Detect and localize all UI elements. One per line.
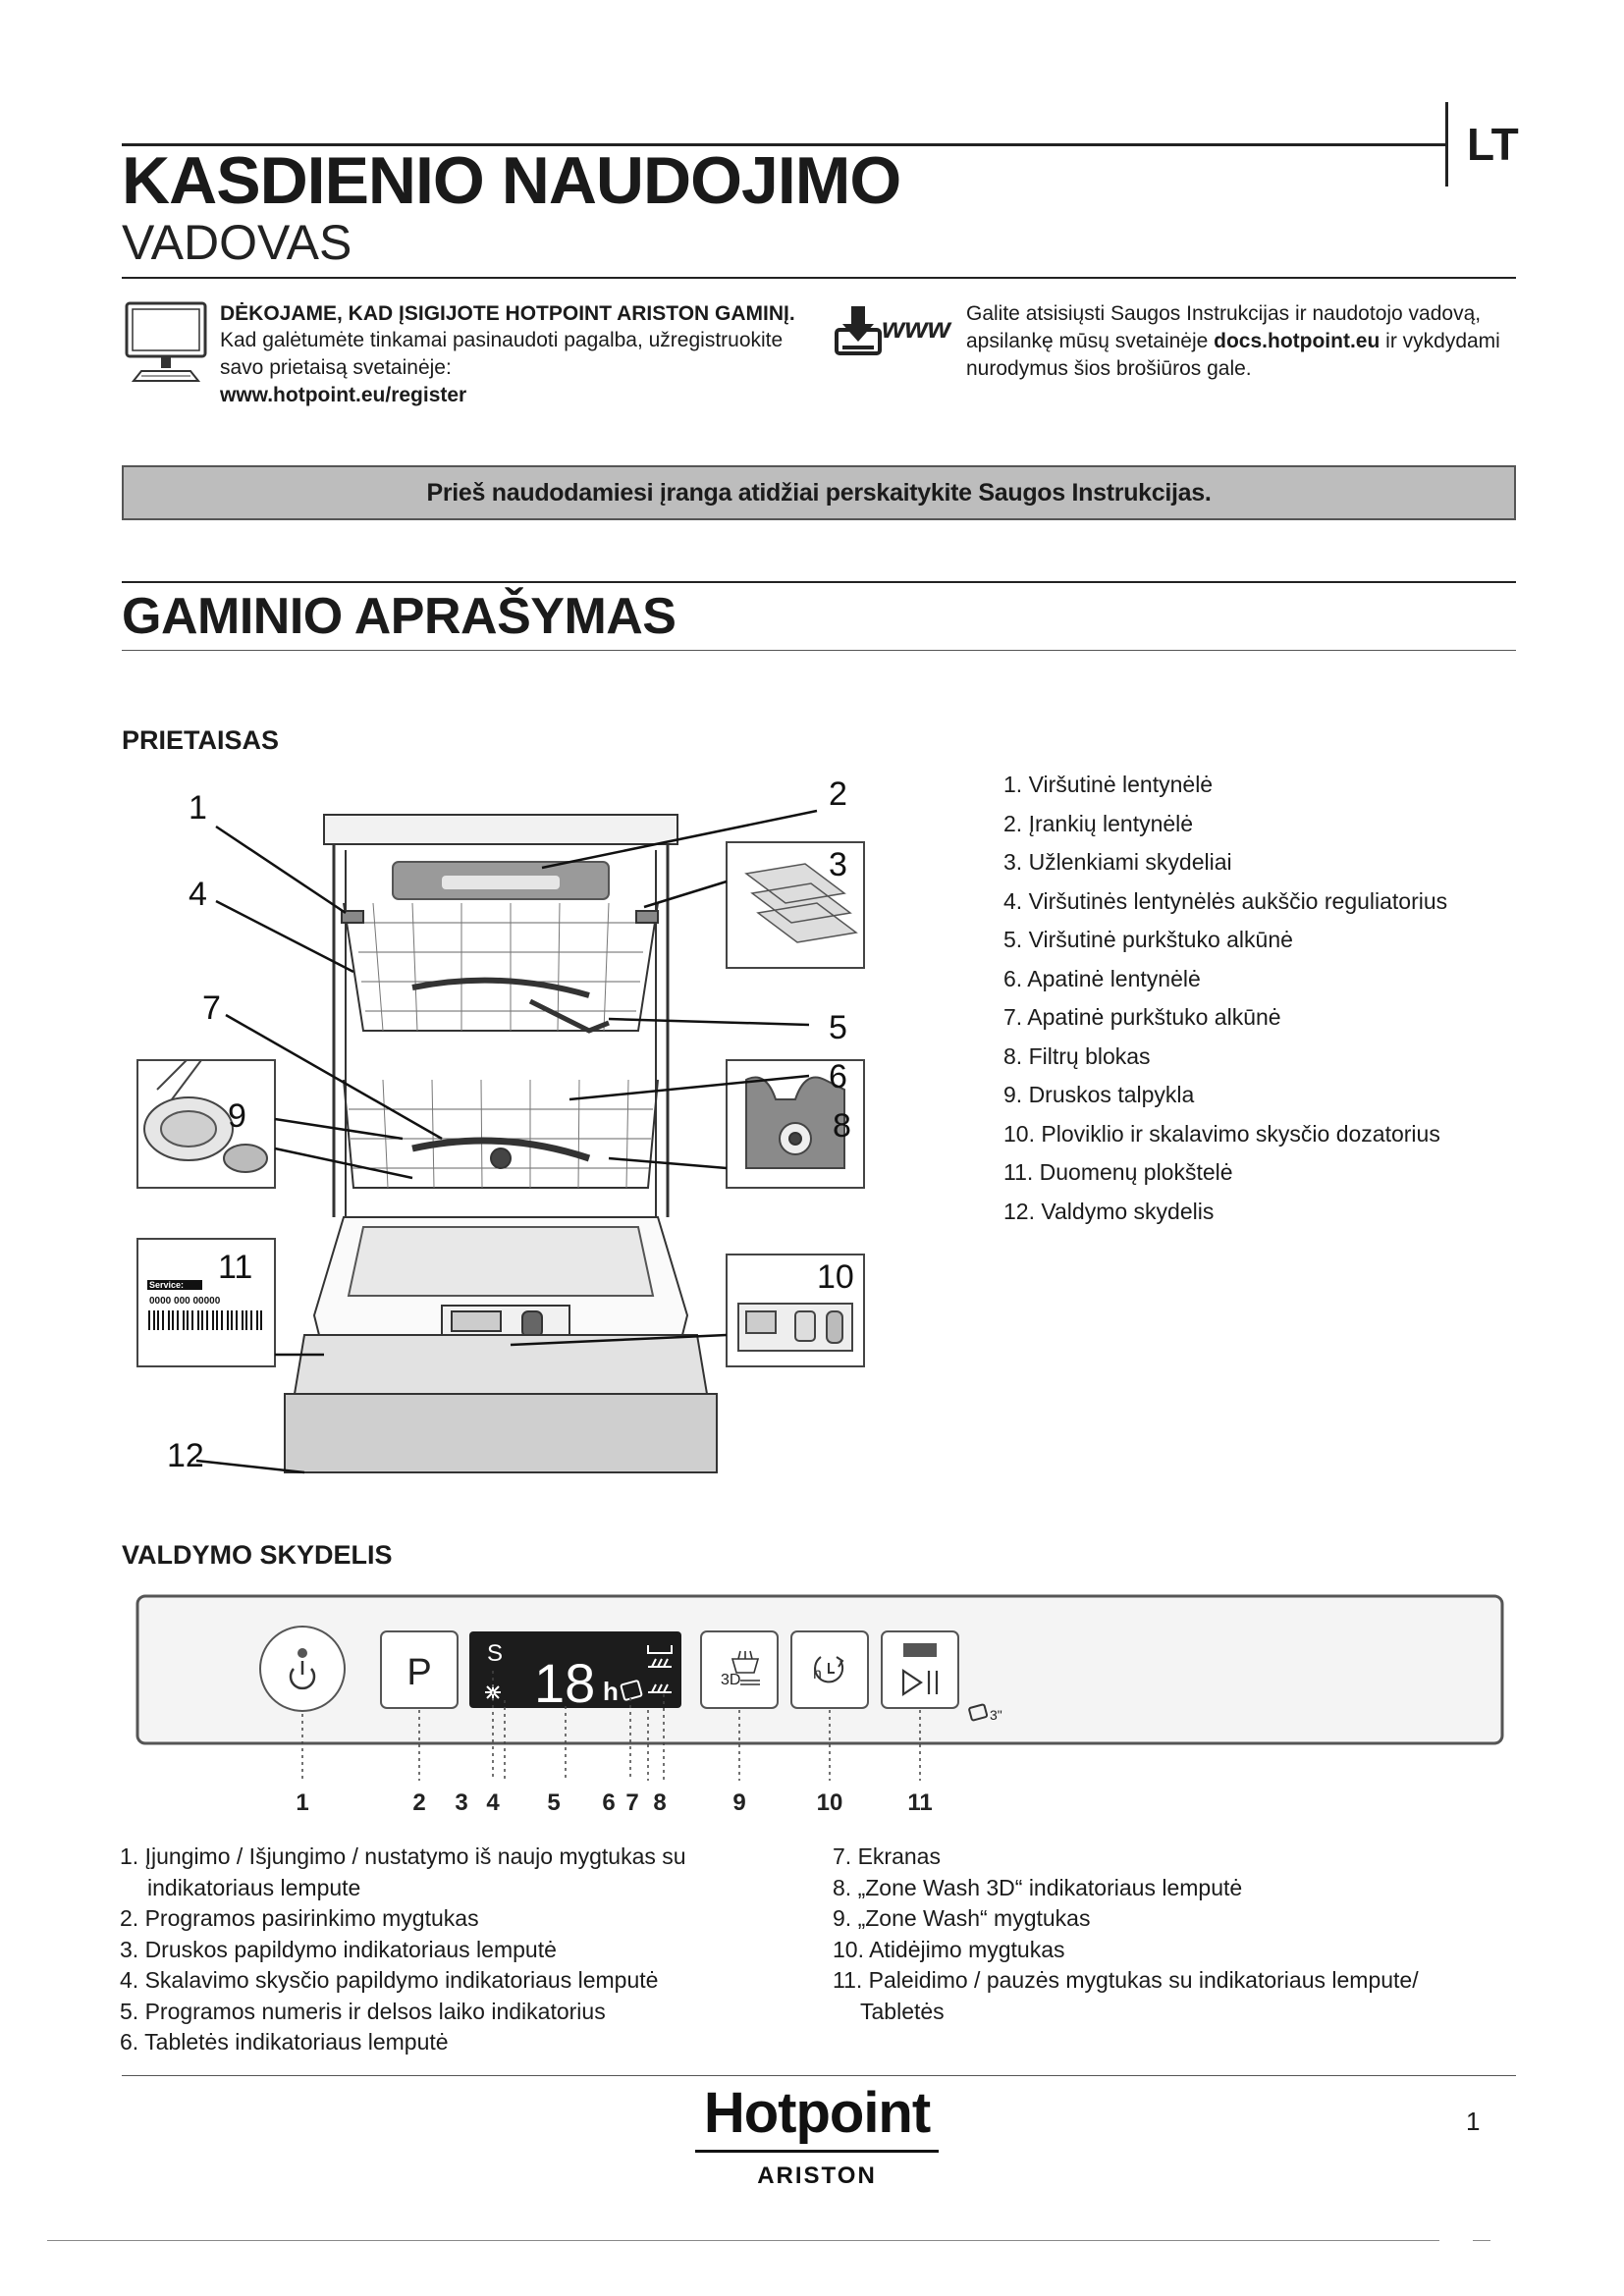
www-label: www	[882, 312, 951, 345]
program-number-display: 18	[534, 1652, 596, 1714]
list-item: 6. Apatinė lentynėlė	[1003, 965, 1201, 991]
callout-7: 7	[202, 989, 221, 1027]
bottom-rule	[47, 2240, 1439, 2241]
docs-link[interactable]: docs.hotpoint.eu	[1214, 330, 1380, 352]
footer-rule	[122, 2075, 1516, 2076]
panel-number-5: 5	[547, 1789, 561, 1816]
list-item: 2. Programos pasirinkimo mygtukas	[120, 1905, 479, 1931]
panel-number-7: 7	[625, 1789, 639, 1816]
section-rule-bottom	[122, 650, 1516, 651]
list-item: 10. Atidėjimo mygtukas	[833, 1936, 1065, 1962]
panel-number-1: 1	[296, 1789, 309, 1816]
brand-logo	[687, 2081, 947, 2190]
list-item: 1. Įjungimo / Išjungimo / nustatymo iš naujo mygtukas su indikatoriaus lempute	[120, 1843, 686, 1900]
salt-indicator: S	[487, 1640, 504, 1667]
brand-name: Hotpoint	[703, 2081, 931, 2145]
start-pause-button[interactable]	[882, 1631, 958, 1708]
svg-text:h: h	[813, 1666, 822, 1682]
list-item: 5. Programos numeris ir delsos laiko indikatorius	[120, 1998, 606, 2024]
list-item: 8. Filtrų blokas	[1003, 1042, 1151, 1069]
control-panel-title: VALDYMO SKYDELIS	[122, 1540, 393, 1570]
zone-wash-button[interactable]	[701, 1631, 778, 1708]
service-number: 0000 000 00000	[149, 1296, 221, 1307]
callout-11: 11	[218, 1249, 253, 1286]
list-item: 11. Duomenų plokštelė	[1003, 1159, 1233, 1185]
control-list-left	[96, 1842, 784, 2058]
computer-icon	[124, 300, 208, 385]
list-item: 9. „Zone Wash“ mygtukas	[833, 1905, 1091, 1931]
power-indicator-light	[298, 1648, 307, 1658]
panel-number-9: 9	[732, 1789, 746, 1816]
list-item: 7. Apatinė purkštuko alkūnė	[1003, 1004, 1281, 1030]
control-panel-diagram	[134, 1590, 1508, 1818]
list-item: 3. Užlenkiami skydeliai	[1003, 849, 1232, 875]
page-subtitle: VADOVAS	[122, 215, 352, 270]
control-list-right	[809, 1842, 1496, 2027]
service-label: Service:	[149, 1280, 185, 1290]
thanks-text: Kad galėtumėte tinkamai pasinaudoti pagalba, užregistruokite savo prietaisą svetainėje:	[220, 329, 784, 379]
brand-sub: ARISTON	[757, 2163, 877, 2189]
list-item: 3. Druskos papildymo indikatoriaus lemputė	[120, 1936, 557, 1962]
callout-10: 10	[817, 1258, 854, 1296]
panel-number-8: 8	[653, 1789, 667, 1816]
callout-2: 2	[829, 775, 847, 813]
section-rule-top	[122, 581, 1516, 583]
list-item: 11. Paleidimo / pauzės mygtukas su indikatoriaus lempute/ Tabletės	[833, 1967, 1419, 2024]
list-item: 6. Tabletės indikatoriaus lemputė	[120, 2029, 449, 2055]
callout-5: 5	[829, 1009, 847, 1046]
callout-1: 1	[189, 789, 207, 827]
thanks-title: DĖKOJAME, KAD ĮSIGIJOTE HOTPOINT ARISTON GAMINĮ.	[220, 302, 795, 325]
language-code: LT	[1467, 119, 1519, 170]
list-item: 2. Įrankių lentynėlė	[1003, 810, 1194, 836]
callout-4: 4	[189, 876, 207, 913]
panel-number-3: 3	[455, 1789, 468, 1816]
list-item: 4. Viršutinės lentynėlės aukščio reguliatorius	[1003, 887, 1448, 914]
list-item: 12. Valdymo skydelis	[1003, 1198, 1215, 1224]
appliance-title: PRIETAISAS	[122, 725, 280, 755]
hour-indicator: h	[603, 1677, 619, 1706]
panel-number-10: 10	[816, 1789, 843, 1816]
register-link[interactable]: www.hotpoint.eu/register	[220, 384, 467, 406]
panel-number-6: 6	[602, 1789, 616, 1816]
header-vertical-rule	[1445, 102, 1448, 187]
page-title: KASDIENIO NAUDOJIMO	[122, 143, 901, 218]
callout-8: 8	[833, 1107, 851, 1145]
panel-number-4: 4	[486, 1789, 500, 1816]
callout-6: 6	[829, 1058, 847, 1095]
list-item: 5. Viršutinė purkštuko alkūnė	[1003, 927, 1293, 952]
tablet-hold-time: 3"	[990, 1707, 1002, 1723]
zone-wash-label: 3D	[721, 1672, 741, 1688]
bottom-rule-mark	[1473, 2240, 1490, 2241]
title-underline	[122, 277, 1516, 279]
panel-number-2: 2	[412, 1789, 426, 1816]
start-indicator-light	[903, 1643, 937, 1657]
list-item: 4. Skalavimo skysčio papildymo indikatoriaus lemputė	[120, 1967, 659, 1993]
callout-12: 12	[167, 1437, 204, 1474]
parts-list	[1003, 766, 1447, 1231]
program-button-label: P	[406, 1652, 432, 1693]
download-text: Galite atsisiųsti Saugos Instrukcijas ir naudotojo vadovą, apsilankę mūsų svetainėje docs.hotpoint.eu ir vykdydami nurodymus šios brošiūros gale.	[966, 302, 1500, 380]
page-number: 1	[1466, 2107, 1481, 2136]
list-item: 9. Druskos talpykla	[1003, 1082, 1195, 1107]
panel-number-11: 11	[907, 1789, 933, 1816]
dishwasher-diagram	[118, 766, 884, 1492]
list-item: 8. „Zone Wash 3D“ indikatoriaus lemputė	[833, 1874, 1243, 1900]
download-icon	[835, 304, 882, 355]
list-item: 10. Ploviklio ir skalavimo skysčio dozatorius	[1003, 1120, 1440, 1147]
section-title: GAMINIO APRAŠYMAS	[122, 588, 677, 645]
list-item: 1. Viršutinė lentynėlė	[1003, 772, 1214, 797]
safety-warning: Prieš naudodamiesi įranga atidžiai perskaitykite Saugos Instrukcijas.	[122, 465, 1516, 520]
callout-9: 9	[228, 1097, 246, 1135]
list-item: 7. Ekranas	[833, 1843, 941, 1869]
callout-3: 3	[829, 846, 847, 883]
